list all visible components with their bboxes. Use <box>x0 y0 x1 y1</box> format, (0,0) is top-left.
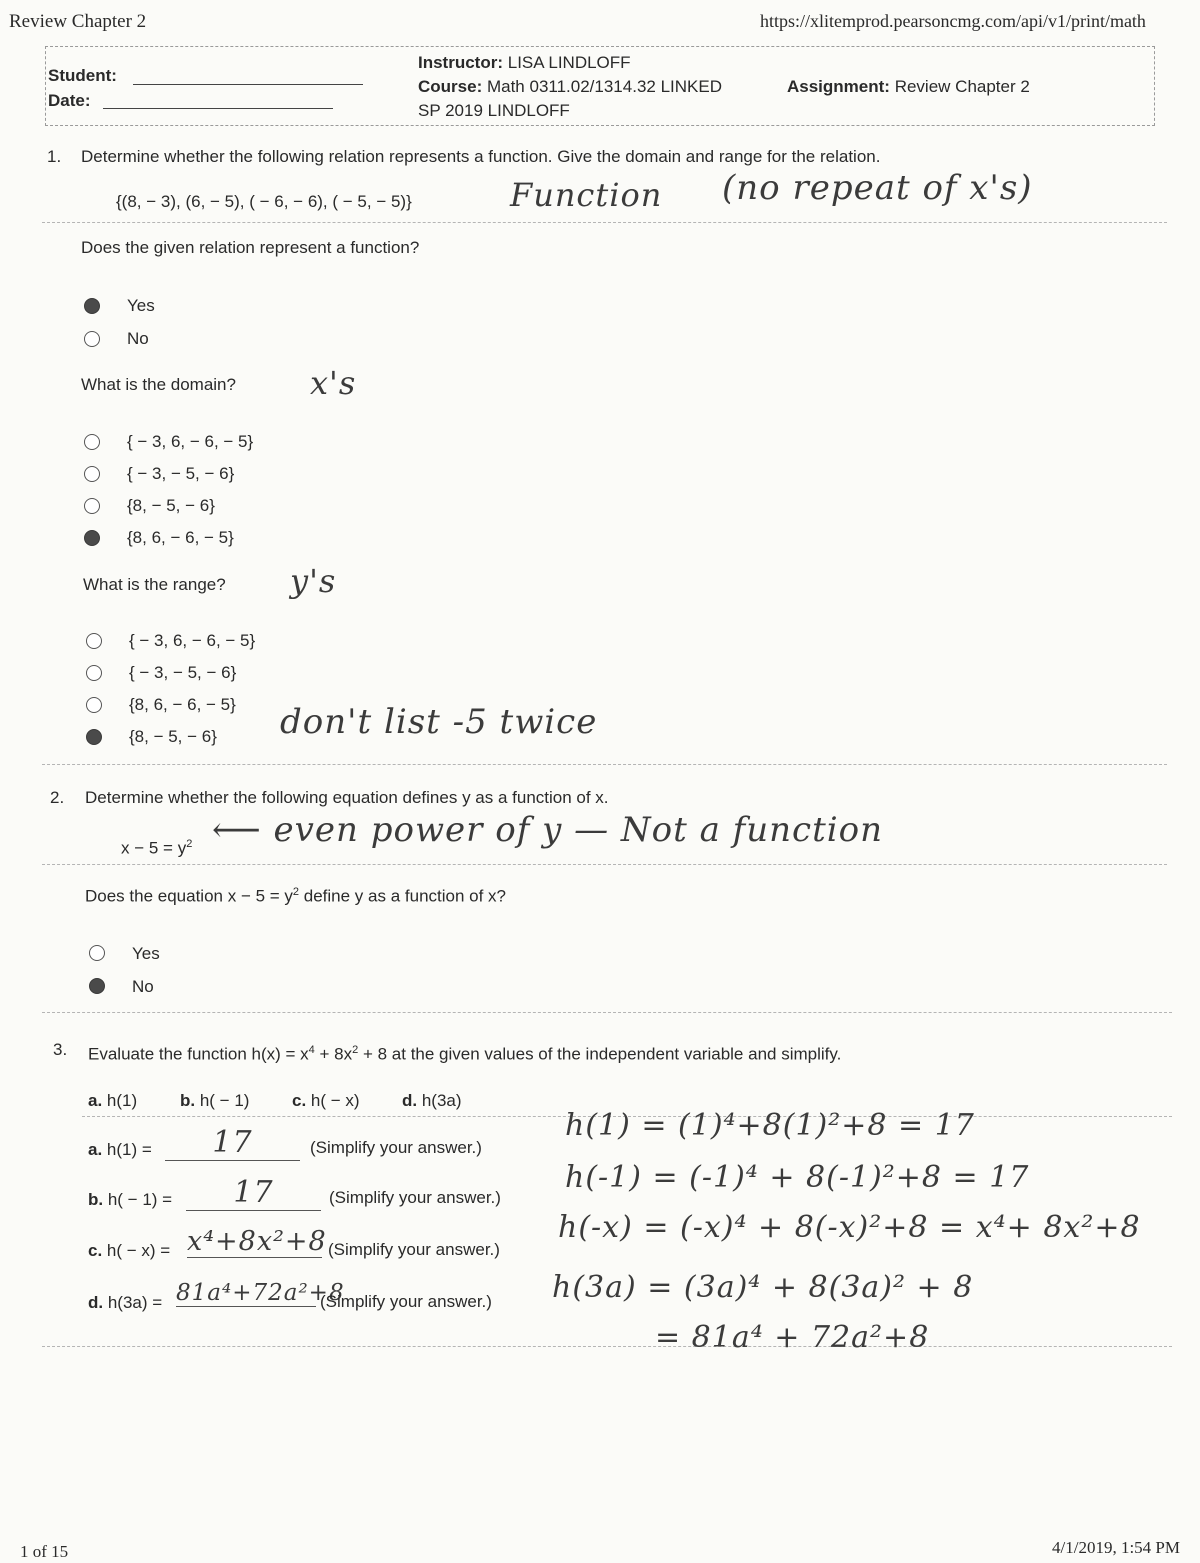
q2-no-label: No <box>132 977 154 996</box>
q3-part-c: c. h( − x) <box>292 1091 360 1110</box>
q1-sub1-text: Does the given relation represent a function? <box>81 238 420 257</box>
q1-note-twice: don't list -5 twice <box>280 702 598 742</box>
course-label: Course: <box>418 77 483 96</box>
instructor-label: Instructor: <box>418 53 503 72</box>
q1-no-radio[interactable] <box>84 331 100 347</box>
footer-datetime: 4/1/2019, 1:54 PM <box>1052 1538 1180 1557</box>
q2-divider <box>42 864 1167 865</box>
range-option-label: {8, 6, − 6, − 5} <box>129 695 236 714</box>
q2-yes-label: Yes <box>132 944 160 963</box>
domain-option-radio-selected[interactable] <box>84 530 100 546</box>
q3-work-b: h(-1) = (-1)⁴ + 8(-1)²+8 = 17 <box>565 1160 1030 1195</box>
course-value-line2: SP 2019 LINDLOFF <box>418 101 570 120</box>
q1-note-repeat: (no repeat of x's) <box>722 168 1033 208</box>
print-url: https://xlitemprod.pearsoncmg.com/api/v1/print/math <box>760 11 1146 31</box>
q2-end-divider <box>42 1012 1172 1013</box>
instructor-value: LISA LINDLOFF <box>507 53 631 72</box>
q2-note-even-power: ⟵ even power of y — Not a function <box>212 810 884 850</box>
q1-note-domain: x's <box>310 364 357 402</box>
q3-prompt-exp2: 2 <box>352 1044 359 1056</box>
q3-answer-d-hint: (Simplify your answer.) <box>320 1292 492 1311</box>
q1-divider <box>42 222 1167 223</box>
print-title: Review Chapter 2 <box>9 11 147 32</box>
q1-note-range: y's <box>290 562 337 600</box>
q3-answer-c-field[interactable]: x⁴+8x²+8 <box>187 1226 327 1257</box>
q2-sub1 <box>85 886 506 907</box>
q1-note-function: Function <box>510 176 663 214</box>
q3-answer-b-field[interactable]: 17 <box>186 1175 321 1211</box>
domain-option-radio[interactable] <box>84 434 100 450</box>
domain-option-label: {8, 6, − 6, − 5} <box>127 528 234 547</box>
q2-sub1-exponent: 2 <box>292 886 300 898</box>
q3-number: 3. <box>53 1040 68 1059</box>
q3-answer-a-hint: (Simplify your answer.) <box>310 1138 482 1157</box>
student-label: Student: <box>48 66 117 85</box>
q3-work-c: h(-x) = (-x)⁴ + 8(-x)²+8 = x⁴+ 8x²+8 <box>558 1210 1141 1245</box>
q1-yes-radio[interactable] <box>84 298 100 314</box>
q2-prompt: Determine whether the following equation defines y as a function of x. <box>85 788 609 807</box>
q2-equation-base: x − 5 = y <box>121 838 187 858</box>
assignment-value: Review Chapter 2 <box>894 77 1030 96</box>
range-option-radio[interactable] <box>86 665 102 681</box>
date-label: Date: <box>48 91 91 110</box>
q3-answer-d-field[interactable]: 81a⁴+72a²+8 <box>176 1280 345 1306</box>
q3-prompt-post: + 8 at the given values of the independent variable and simplify. <box>358 1044 842 1064</box>
q2-sub1-post: define y as a function of x? <box>299 886 507 906</box>
q3-work-d-final: = 81a⁴ + 72a²+8 <box>655 1320 930 1355</box>
q2-sub1-pre: Does the equation x − 5 = y <box>85 886 293 906</box>
footer-page-number: 1 of 15 <box>20 1542 69 1561</box>
q3-work-d: h(3a) = (3a)⁴ + 8(3a)² + 8 <box>552 1270 974 1305</box>
q3-part-a: a. h(1) <box>88 1091 138 1110</box>
assignment-row <box>787 77 1030 97</box>
range-option-radio[interactable] <box>86 633 102 649</box>
q1-range-question: What is the range? <box>83 575 226 594</box>
domain-option-radio[interactable] <box>84 466 100 482</box>
q1-relation: {(8, − 3), (6, − 5), ( − 6, − 6), ( − 5, − 5)} <box>116 192 412 211</box>
domain-option-label: { − 3, − 5, − 6} <box>127 464 235 483</box>
q3-answer-a-lhs: a. h(1) = <box>88 1140 152 1159</box>
q2-equation-exponent: 2 <box>186 838 193 850</box>
range-option-label: { − 3, − 5, − 6} <box>129 663 237 682</box>
q3-work-a: h(1) = (1)⁴+8(1)²+8 = 17 <box>565 1108 975 1143</box>
course-value: Math 0311.02/1314.32 LINKED <box>486 77 722 96</box>
q2-equation <box>121 838 192 859</box>
q2-no-radio[interactable] <box>89 978 105 994</box>
date-line <box>103 108 333 109</box>
range-option-label: {8, − 5, − 6} <box>129 727 217 746</box>
q1-domain-question: What is the domain? <box>81 375 236 394</box>
q3-prompt-exp1: 4 <box>308 1044 315 1056</box>
q3-answer-d-lhs: d. h(3a) = <box>88 1293 163 1312</box>
q3-prompt-mid: + 8x <box>314 1044 353 1064</box>
instructor-row <box>418 53 631 73</box>
course-row <box>418 77 722 97</box>
domain-option-label: { − 3, 6, − 6, − 5} <box>127 432 254 451</box>
q3-prompt-pre: Evaluate the function h(x) = x <box>88 1044 309 1064</box>
q1-number: 1. <box>47 147 62 166</box>
q1-no-label: No <box>127 329 149 348</box>
range-option-radio-selected[interactable] <box>86 729 102 745</box>
domain-option-label: {8, − 5, − 6} <box>127 496 215 515</box>
q2-yes-radio[interactable] <box>89 945 105 961</box>
q3-answer-a-field[interactable]: 17 <box>165 1125 300 1161</box>
q1-yes-label: Yes <box>127 296 155 315</box>
q1-end-divider <box>42 764 1167 765</box>
q3-part-d: d. h(3a) <box>402 1091 462 1110</box>
q3-answer-b-lhs: b. h( − 1) = <box>88 1190 173 1209</box>
q3-answer-c-hint: (Simplify your answer.) <box>328 1240 500 1259</box>
assignment-label: Assignment: <box>787 77 890 96</box>
q3-part-b: b. h( − 1) <box>180 1091 250 1110</box>
q3-prompt <box>88 1044 841 1065</box>
q3-end-divider <box>42 1346 1172 1347</box>
range-option-radio[interactable] <box>86 697 102 713</box>
q3-answer-b-hint: (Simplify your answer.) <box>329 1188 501 1207</box>
range-option-label: { − 3, 6, − 6, − 5} <box>129 631 256 650</box>
q1-prompt: Determine whether the following relation represents a function. Give the domain and range for the relation. <box>81 147 881 166</box>
domain-option-radio[interactable] <box>84 498 100 514</box>
student-line <box>133 84 363 85</box>
q2-number: 2. <box>50 788 65 807</box>
q3-answer-c-lhs: c. h( − x) = <box>88 1241 171 1260</box>
